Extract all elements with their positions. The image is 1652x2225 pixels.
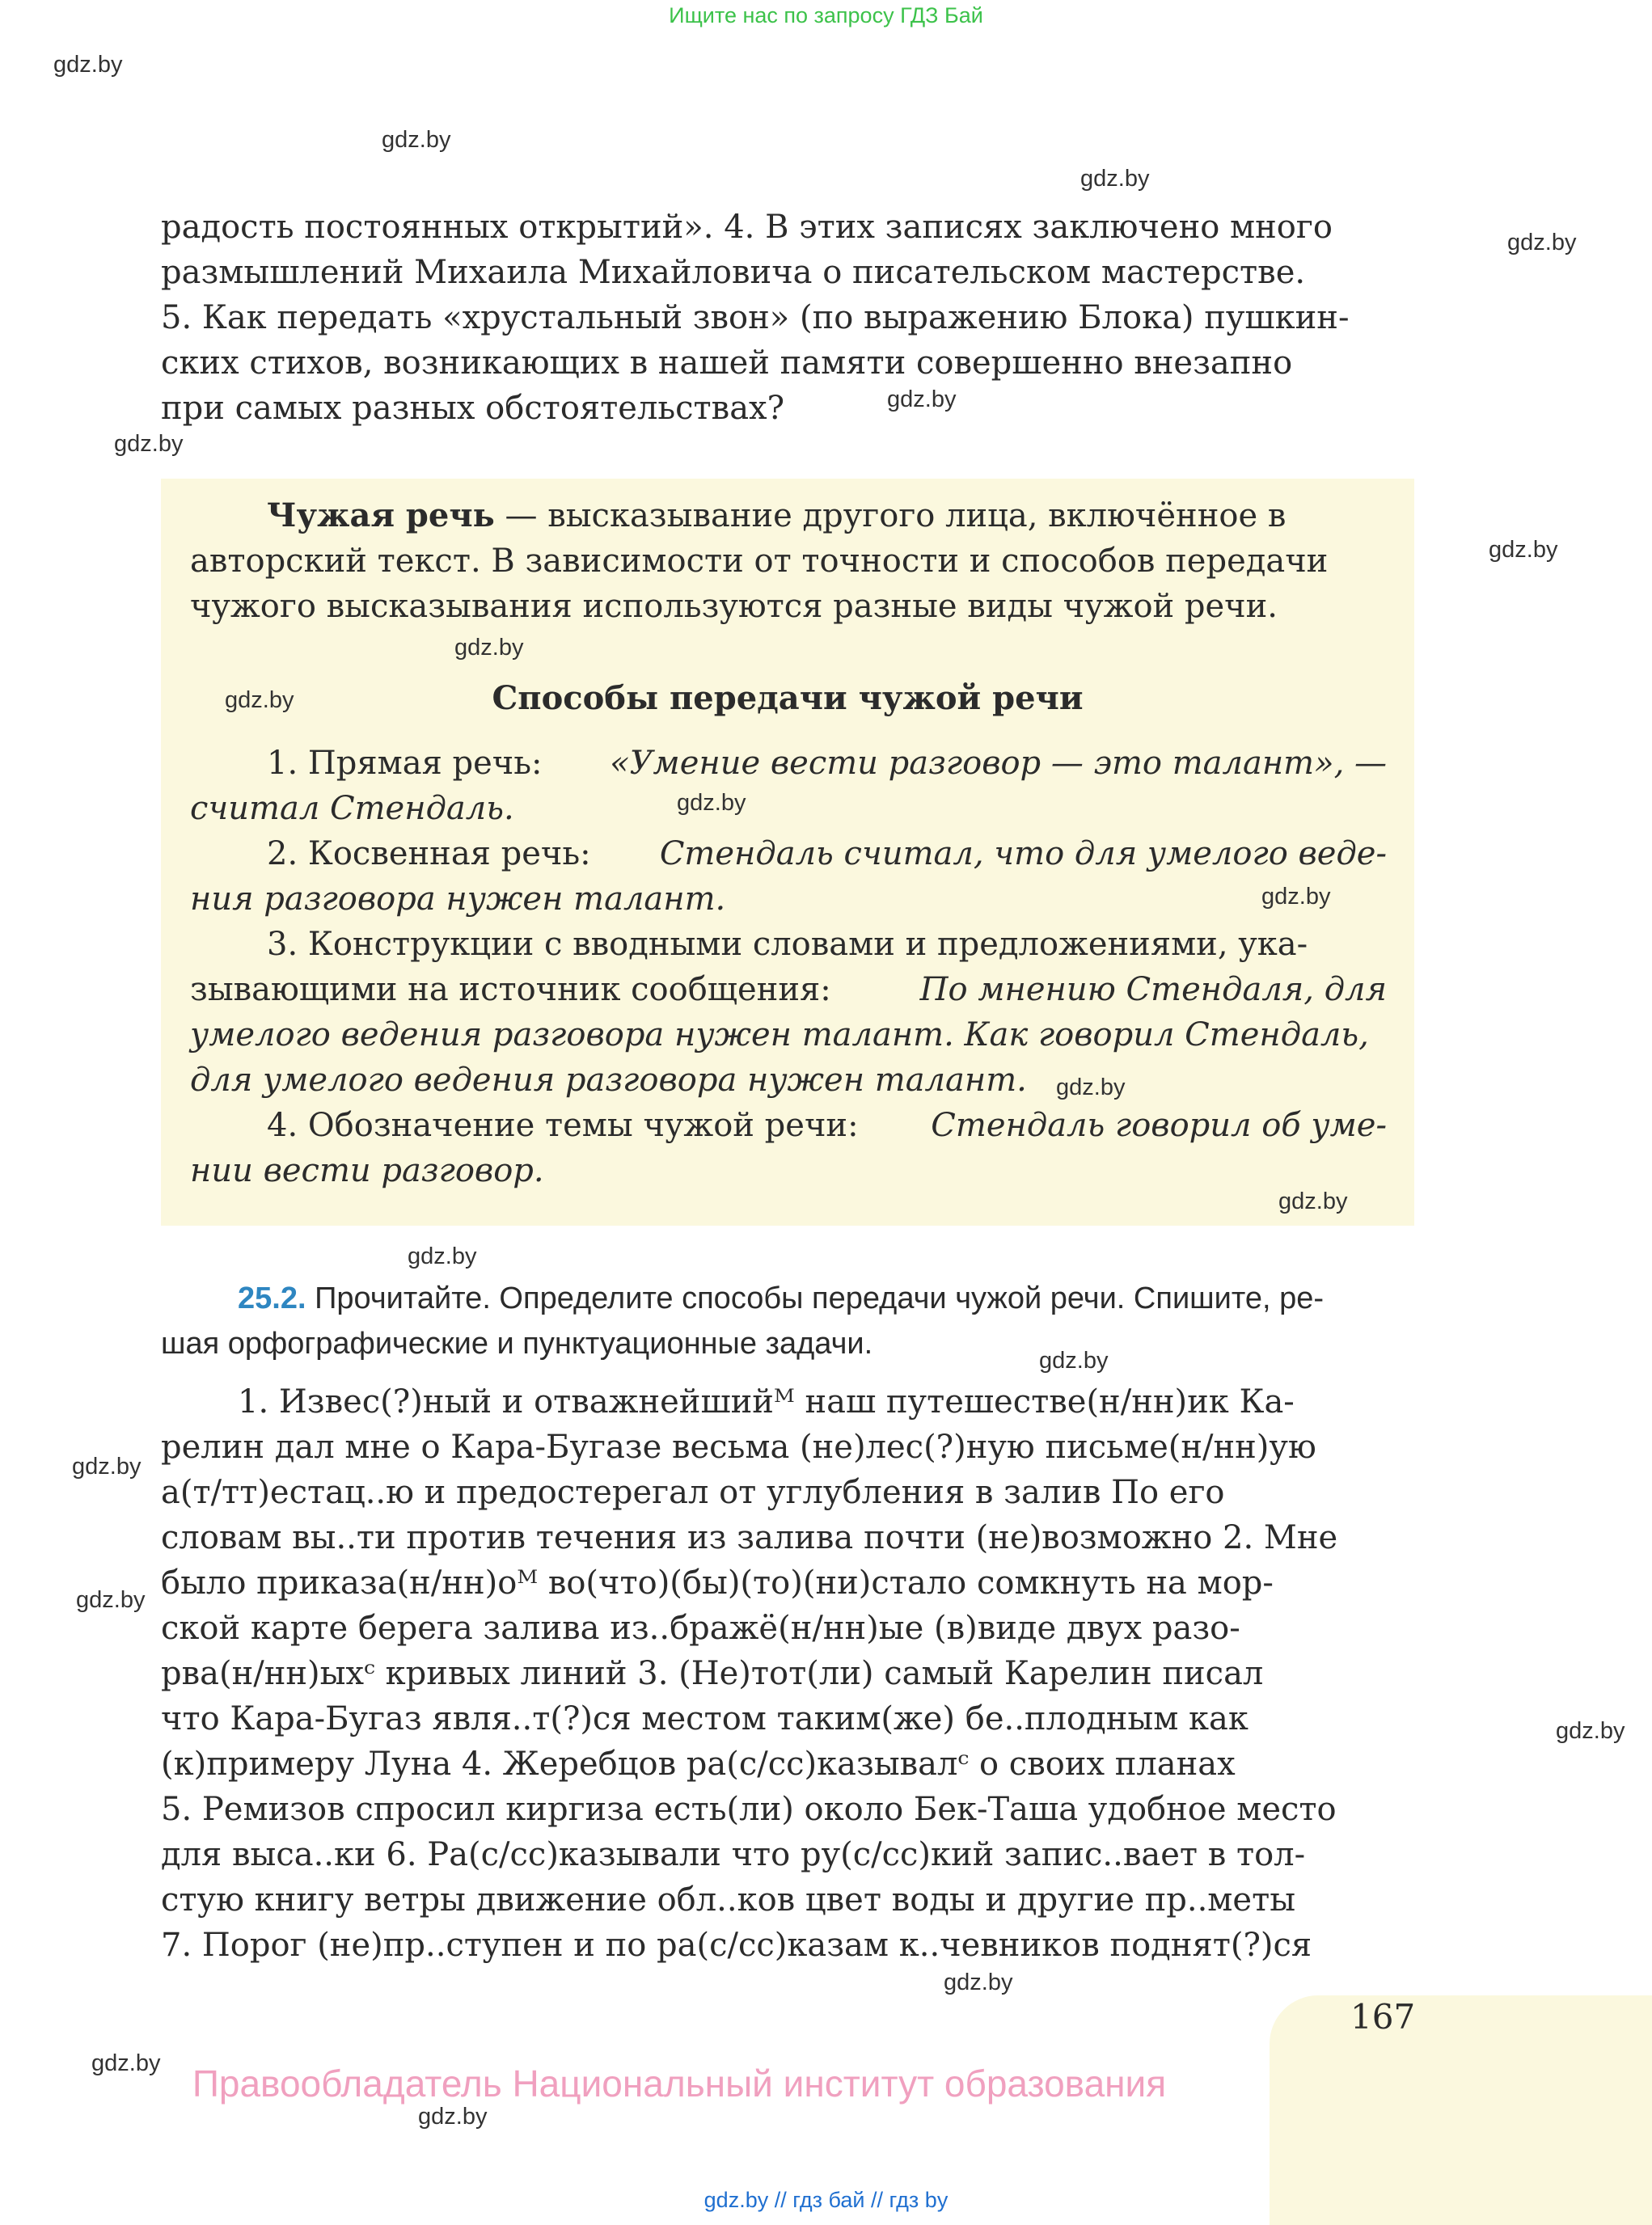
page-number: 167 xyxy=(1350,1997,1416,2037)
rule-subtitle: Способы передачи чужой речи xyxy=(492,679,1084,717)
watermark: gdz.by xyxy=(454,635,524,661)
text-line: размышлений Михаила Михайловича о писательском мастерстве. xyxy=(161,254,1306,291)
text-line: нии вести разговор. xyxy=(190,1152,544,1189)
intro-paragraph xyxy=(161,205,1414,431)
watermark: gdz.by xyxy=(1489,537,1558,563)
watermark: gdz.by xyxy=(677,790,746,816)
text-line: ских стихов, возникающих в нашей памяти совершенно внезапно xyxy=(161,344,1293,382)
bottom-links xyxy=(0,2188,1652,2213)
exercise-line: (к)примеру Луна 4. Жеребцов ра(с/сс)казывалᶜ о своих планах xyxy=(161,1746,1236,1783)
watermark: gdz.by xyxy=(1261,884,1331,910)
watermark: gdz.by xyxy=(1039,1348,1109,1374)
watermark: gdz.by xyxy=(114,431,184,457)
text-line: зывающими на источник сообщения: По мнению Стендаля, для xyxy=(190,971,1387,1008)
exercise-line: словам вы..ти против течения из залива почти (не)возможно 2. Мне xyxy=(161,1519,1338,1556)
text-line: Чужая речь — высказывание другого лица, включённое в xyxy=(267,496,1287,534)
text-line: 5. Как передать «хрустальный звон» (по выражению Блока) пушкин- xyxy=(161,299,1350,336)
watermark: gdz.by xyxy=(1056,1075,1126,1100)
text-line: шая орфографические и пунктуационные задачи. xyxy=(161,1327,873,1361)
watermark: gdz.by xyxy=(91,2050,161,2076)
method-1: 1. Прямая речь: «Умение вести разговор — это талант», — xyxy=(267,745,1387,782)
text-line: ния разговора нужен талант. xyxy=(190,880,726,918)
task-number: 25.2. xyxy=(238,1281,306,1315)
watermark: gdz.by xyxy=(1507,230,1577,255)
exercise-line: релин дал мне о Кара-Бугазе весьма (не)лес(?)ную письме(н/нн)ую xyxy=(161,1429,1316,1466)
exercise-line: для выса..ки 6. Ра(с/сс)казывали что ру(с/сс)кий запис..вает в тол- xyxy=(161,1836,1306,1873)
text-line: радость постоянных открытий». 4. В этих записях заключено много xyxy=(161,209,1333,246)
rule-definition xyxy=(190,493,1387,629)
exercise-line: стую книгу ветры движение обл..ков цвет воды и другие пр..меты xyxy=(161,1881,1296,1919)
rule-term: Чужая речь xyxy=(267,496,495,534)
exercise-line: а(т/тт)естац..ю и предостерегал от углубления в залив По его xyxy=(161,1474,1225,1511)
task-heading xyxy=(161,1276,1414,1366)
method-2: 2. Косвенная речь: Стендаль считал, что для умелого веде- xyxy=(267,835,1387,872)
watermark: gdz.by xyxy=(944,1970,1013,1995)
link-gdz-by[interactable]: gdz.by xyxy=(703,2188,769,2212)
method-4: 4. Обозначение темы чужой речи: Стендаль говорил об уме- xyxy=(267,1107,1387,1144)
text-line: умелого ведения разговора нужен талант. Как говорил Стендаль, xyxy=(190,1016,1369,1053)
separator: // xyxy=(871,2188,884,2212)
method-3: 3. Конструкции с вводными словами и предложениями, ука- xyxy=(267,926,1308,963)
watermark: gdz.by xyxy=(418,2104,488,2130)
exercise-line: рва(н/нн)ыхᶜ кривых линий 3. (Не)тот(ли) самый Карелин писал xyxy=(161,1655,1264,1692)
text-line: считал Стендаль. xyxy=(190,790,514,827)
exercise-line: 7. Порог (не)пр..ступен и по ра(с/сс)казам к..чевников поднят(?)ся xyxy=(161,1927,1312,1964)
watermark: gdz.by xyxy=(887,386,957,412)
watermark: gdz.by xyxy=(408,1243,477,1269)
exercise-line: что Кара-Бугаз явля..т(?)ся местом таким(же) бе..плодным как xyxy=(161,1700,1249,1737)
link-gdz-by-2[interactable]: гдз by xyxy=(889,2188,949,2212)
exercise-line: 5. Ремизов спросил киргиза есть(ли) около Бек-Таша удобное место xyxy=(161,1791,1337,1828)
rights-footer: Правообладатель Национальный институт образования xyxy=(192,2062,1167,2105)
exercise-text xyxy=(161,1379,1414,1968)
exercise-line: было приказа(н/нн)оᴹ во(что)(бы)(то)(ни)стало сомкнуть на мор- xyxy=(161,1564,1274,1602)
text-line: авторский текст. В зависимости от точности и способов передачи xyxy=(190,543,1329,580)
watermark: gdz.by xyxy=(1080,166,1150,192)
watermark: gdz.by xyxy=(225,687,294,713)
watermark: gdz.by xyxy=(53,52,123,78)
watermark: gdz.by xyxy=(72,1454,142,1480)
text-line: при самых разных обстоятельствах? xyxy=(161,390,785,427)
text-line: для умелого ведения разговора нужен талант. xyxy=(190,1062,1027,1099)
watermark: gdz.by xyxy=(1278,1188,1348,1214)
top-banner[interactable]: Ищите нас по запросу ГДЗ Бай xyxy=(669,3,983,27)
watermark: gdz.by xyxy=(1556,1718,1625,1744)
watermark: gdz.by xyxy=(382,127,451,153)
text-line: чужого высказывания используются разные виды чужой речи. xyxy=(190,588,1278,625)
text-line: 25.2. Прочитайте. Определите способы передачи чужой речи. Спишите, ре- xyxy=(238,1281,1325,1315)
exercise-line: ской карте берега залива из..бражё(н/нн)ые (в)виде двух разо- xyxy=(161,1610,1240,1647)
watermark: gdz.by xyxy=(76,1587,146,1613)
separator: // xyxy=(774,2188,787,2212)
rule-methods xyxy=(190,741,1387,1193)
exercise-line: 1. Извес(?)ный и отважнейшийᴹ наш путешестве(н/нн)ик Ка- xyxy=(238,1383,1295,1421)
link-gdz-bai[interactable]: гдз бай xyxy=(792,2188,865,2212)
